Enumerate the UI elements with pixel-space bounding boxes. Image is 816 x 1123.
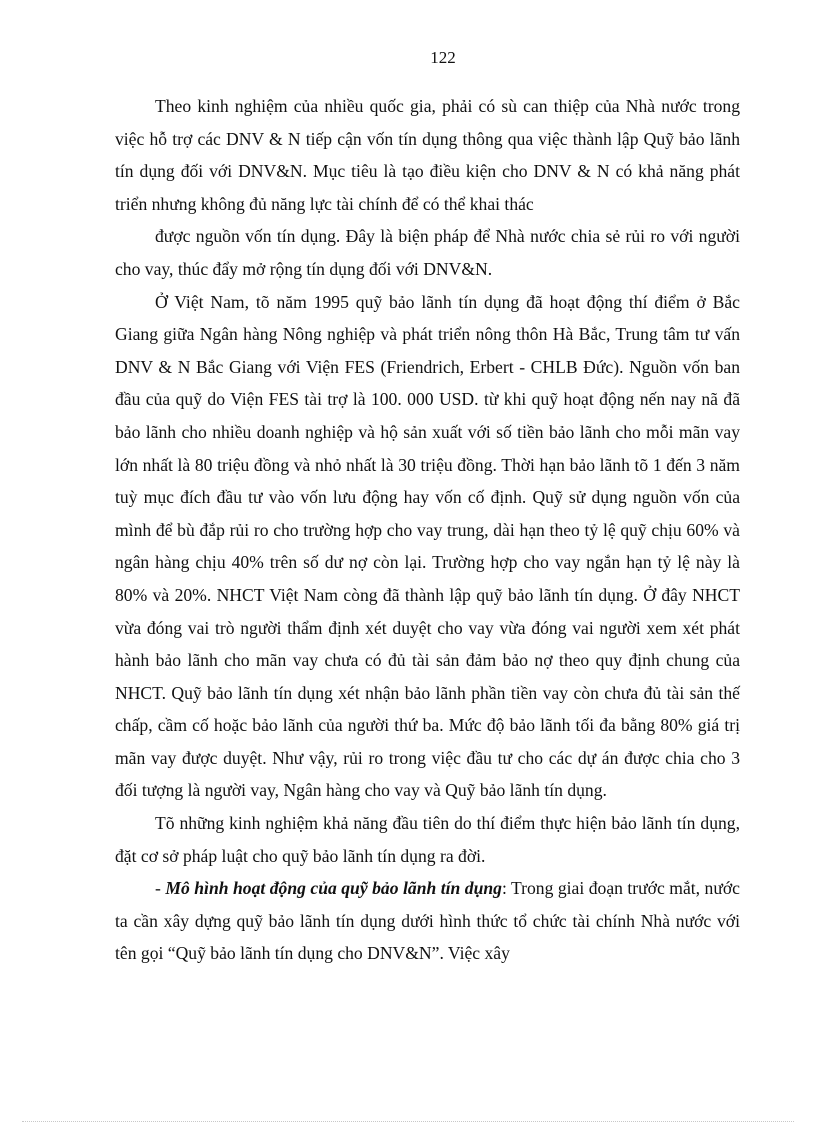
body-text xyxy=(115,90,740,970)
paragraph-vietnam-pilot: Ở Việt Nam, tõ năm 1995 quỹ bảo lãnh tín dụng đã hoạt động thí điểm ở Bắc Giang giữa Ngân hàng Nông nghiệp và phát triển nông thôn Hà Bắc, Trung tâm tư vấn DNV & N Bắc Giang với Viện FES (Friendrich, Erbert - CHLB Đức). Nguồn vốn ban đầu của quỹ do Viện FES tài trợ là 100. 000 USD. từ khi quỹ hoạt động nến nay nã đã bảo lãnh cho nhiều doanh nghiệp và hộ sản xuất với số tiền bảo lãnh cho mỗi mãn vay lớn nhất là 80 triệu đồng và nhỏ nhất là 30 triệu đồng. Thời hạn bảo lãnh tõ 1 đến 3 năm tuỳ mục đích đầu tư vào vốn lưu động hay vốn cố định. Quỹ sử dụng nguồn vốn của mình để bù đắp rủi ro cho trường hợp cho vay trung, dài hạn theo tỷ lệ quỹ chịu 60% và ngân hàng chịu 40% trên số dư nợ còn lại. Trường hợp cho vay ngắn hạn tỷ lệ này là 80% và 20%. NHCT Việt Nam còng đã thành lập quỹ bảo lãnh tín dụng. Ở đây NHCT vừa đóng vai trò người thẩm định xét duyệt cho vay vừa đóng vai người xem xét phát hành bảo lãnh cho mãn vay chưa có đủ tài sản đảm bảo nợ theo quy định chung của NHCT. Quỹ bảo lãnh tín dụng xét nhận bảo lãnh phần tiền vay còn chưa đủ tài sản thế chấp, cầm cố hoặc bảo lãnh của người thứ ba. Mức độ bảo lãnh tối đa bằng 80% giá trị mãn vay được duyệt. Như vậy, rủi ro trong việc đầu tư cho các dự án được chia cho 3 đối tượng là người vay, Ngân hàng cho vay và Quỹ bảo lãnh tín dụng. xyxy=(115,291,740,801)
page-number: 122 xyxy=(430,48,456,67)
paragraph-legal-basis: Tõ những kinh nghiệm khả năng đầu tiên do thí điểm thực hiện bảo lãnh tín dụng, đặt cơ sở pháp luật cho quỹ bảo lãnh tín dụng ra đời. xyxy=(115,813,740,866)
paragraph-intro-continued: được nguồn vốn tín dụng. Đây là biện pháp để Nhà nước chia sẻ rủi ro với người cho vay, thúc đẩy mở rộng tín dụng đối với DNV&N. xyxy=(115,226,740,279)
paragraph-intro: Theo kinh nghiệm của nhiều quốc gia, phải có sù can thiệp của Nhà nước trong việc hỗ trợ các DNV & N tiếp cận vốn tín dụng thông qua việc thành lập Quỹ bảo lãnh tín dụng đối với DNV&N. Mục tiêu là tạo điều kiện cho DNV & N có khả năng phát triển nhưng không đủ năng lực tài chính để có thể khai thác xyxy=(115,96,740,214)
page-bottom-divider xyxy=(22,1121,794,1122)
paragraph-operating-model-text: : Trong giai đoạn trước mắt, nước ta cần xây dựng quỹ bảo lãnh tín dụng dưới hình thức tổ chức tài chính Nhà nước với tên gọi “Quỹ bảo lãnh tín dụng cho DNV&N”. Việc xây xyxy=(115,878,740,964)
dash-lead: - xyxy=(155,878,166,899)
section-heading-inline: Mô hình hoạt động của quỹ bảo lãnh tín dụng xyxy=(165,878,502,899)
paragraph-operating-model xyxy=(115,872,740,970)
